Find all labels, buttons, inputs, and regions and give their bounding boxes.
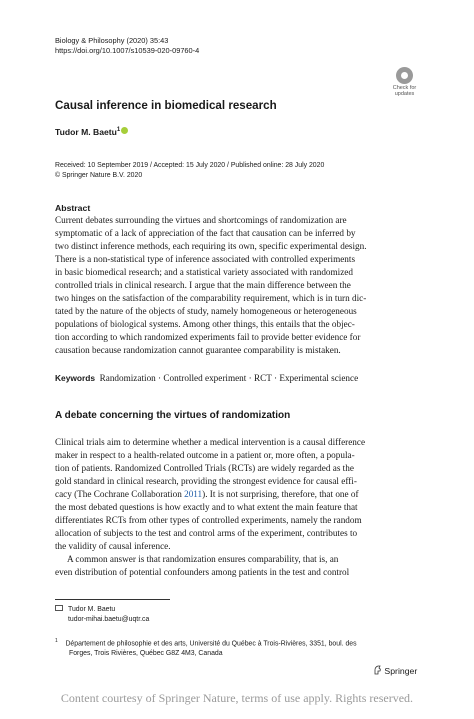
author-affiliation-mark: 1 [116,127,121,134]
keywords-label: Keywords [55,373,96,383]
abstract-line: two distinct inference methods, each requiring its own, specific experimental design. [55,241,367,251]
journal-citation: Biology & Philosophy (2020) 35:43 [55,36,169,45]
body-line [55,488,419,501]
doi-link[interactable]: https://doi.org/10.1007/s10539-020-09760-4 [55,46,200,55]
update-icon [396,67,413,84]
body-line: maker in respect to a health-related outcome in a patient or, more often, a popula- [55,450,355,460]
dates-line: Received: 10 September 2019 / Accepted: 15 July 2020 / Published online: 28 July 2020 [55,162,325,169]
body-line: A common answer is that randomization ensures comparability, that is, an [67,554,339,564]
citation-link[interactable]: 2011 [184,489,203,499]
correspondence [55,605,149,625]
article-title: Causal inference in biomedical research [55,99,277,112]
abstract-line: tated by the nature of the objects of study, namely homogeneous or heterogeneous [55,306,357,316]
abstract-line: tion according to which randomized experiments fail to provide better evidence for [55,332,361,342]
body-text: cacy (The Cochrane Collaboration [55,489,185,499]
abstract-line: populations of biological systems. Among other things, this entails that the objec- [55,319,355,329]
body-line: Clinical trials aim to determine whether a medical intervention is a causal difference [55,437,366,447]
footnote-number: 1 [55,638,58,644]
abstract-line: causation because randomization cannot guarantee comparability is mistaken. [55,345,341,355]
keywords [55,372,419,385]
springer-horse-icon [373,665,382,675]
publisher-name: Springer [384,666,418,676]
journal-header [55,36,199,56]
abstract-line: controlled trials in clinical research. I argue that the main difference between the [55,280,351,290]
affiliation-footnote [55,636,357,659]
body-text: ). It is not surprising, therefore, that one of [202,489,359,499]
body-line: allocation of subjects to the test and control arms of the experiment, contributes to [55,528,358,538]
body-line: the most debated questions is how exactly and to what extent the main feature that [55,502,358,512]
author-line [55,127,128,137]
copyright-line: © Springer Nature B.V. 2020 [55,171,143,179]
footnote-line: Forges, Trois Rivières, Québec G8Z 4M3, Canada [69,650,223,658]
body-line: differentiates RCTs from other types of controlled experiments, namely the random [55,515,362,525]
body-line: the validity of causal inference. [55,541,171,551]
section-heading: A debate concerning the virtues of randomization [55,410,291,421]
abstract-line: There is a non-statistical type of inference associated with controlled experiments [55,254,356,264]
springer-logo [373,665,417,676]
correspondence-email[interactable]: tudor-mihai.baetu@uqtr.ca [68,616,150,623]
section-body [55,436,419,579]
publication-dates [55,161,324,180]
body-line: even distribution of potential confounders among patients in the test and control [55,567,350,577]
badge-line-1: Check for [392,85,417,91]
footnote-line: Département de philosophie et des arts, Université du Québec à Trois-Rivières, 3351, boul. des [65,640,357,648]
correspondence-name: Tudor M. Baetu [68,606,116,613]
author-name[interactable]: Tudor M. Baetu [55,127,117,137]
abstract-line: in basic biomedical research; and a statistical variety associated with randomized [55,267,353,277]
check-for-updates-badge[interactable] [389,67,420,101]
content-courtesy-footer: Content courtesy of Springer Nature, terms of use apply. Rights reserved. [60,691,414,705]
abstract-line: Current debates surrounding the virtues and shortcomings of randomization are [55,215,347,225]
keywords-list: Randomization · Controlled experiment · RCT · Experimental science [99,373,359,383]
abstract-body [55,214,419,357]
orcid-icon[interactable] [121,127,128,134]
abstract-line: two hinges on the satisfaction of the comparability requirement, which is in turn dic- [55,293,367,303]
abstract-heading: Abstract [55,203,91,213]
abstract-line: symptomatic of a lack of appreciation of the fact that causation can be inferred by [55,228,356,238]
envelope-icon [55,605,63,611]
footnote-divider [55,599,170,600]
body-line: gold standard in clinical research, providing the strongest evidence for causal effi- [55,476,357,486]
badge-line-2: updates [394,91,415,97]
body-line: tion of patients. Randomized Controlled Trials (RCTs) are widely regarded as the [55,463,354,473]
